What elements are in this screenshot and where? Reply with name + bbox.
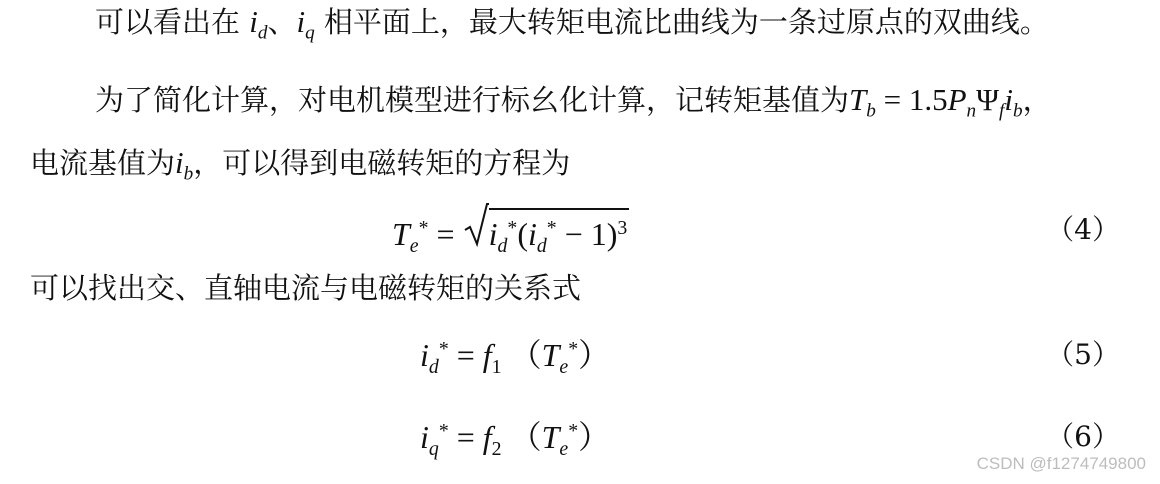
equation-6-number: （6） bbox=[1046, 420, 1120, 453]
var-ib: $i_b$ bbox=[175, 145, 194, 185]
paragraph-1-sep: 、 bbox=[267, 5, 297, 39]
equation-4: $T_e^*$ = $i_d^*(i_d^* - 1)^3$ bbox=[392, 208, 629, 256]
watermark: CSDN @f1274749800 bbox=[976, 454, 1146, 473]
paragraph-2-line-2-suffix: ，可以得到电磁转矩的方程为 bbox=[193, 146, 571, 180]
var-iq: $i_q$ bbox=[296, 4, 315, 44]
torque-base-formula: $T_b = 1.5P_n\Psi_fi_b$ bbox=[849, 82, 1023, 122]
var-id: $i_d$ bbox=[249, 4, 268, 44]
paragraph-2-line-1-end: ， bbox=[1022, 83, 1052, 117]
paragraph-2-line-1 bbox=[95, 80, 1052, 120]
paragraph-2-line-2-prefix: 电流基值为 bbox=[30, 146, 176, 180]
radical-sign-icon bbox=[463, 202, 489, 248]
equation-6: $i_q^* = f_2$ $(T_e^*)$ bbox=[420, 419, 611, 460]
paragraph-1 bbox=[95, 2, 1049, 42]
square-root: $i_d^*(i_d^* - 1)^3$ bbox=[463, 208, 630, 256]
paragraph-2-text: 为了简化计算，对电机模型进行标幺化计算，记转矩基值为 bbox=[95, 83, 850, 117]
torque-base-coefficient: 1.5 bbox=[908, 82, 948, 117]
equation-5-number: （5） bbox=[1046, 338, 1120, 371]
equation-4-number: （4） bbox=[1046, 213, 1120, 246]
paragraph-1-prefix: 可以看出在 bbox=[95, 5, 250, 39]
paragraph-2-line-2 bbox=[30, 143, 570, 183]
paragraph-3-text: 可以找出交、直轴电流与电磁转矩的关系式 bbox=[30, 271, 582, 305]
paragraph-3 bbox=[30, 268, 581, 308]
equation-5: $i_d^* = f_1$ $(T_e^*)$ bbox=[420, 337, 611, 378]
paragraph-1-suffix: 相平面上，最大转矩电流比曲线为一条过原点的双曲线。 bbox=[314, 5, 1049, 39]
